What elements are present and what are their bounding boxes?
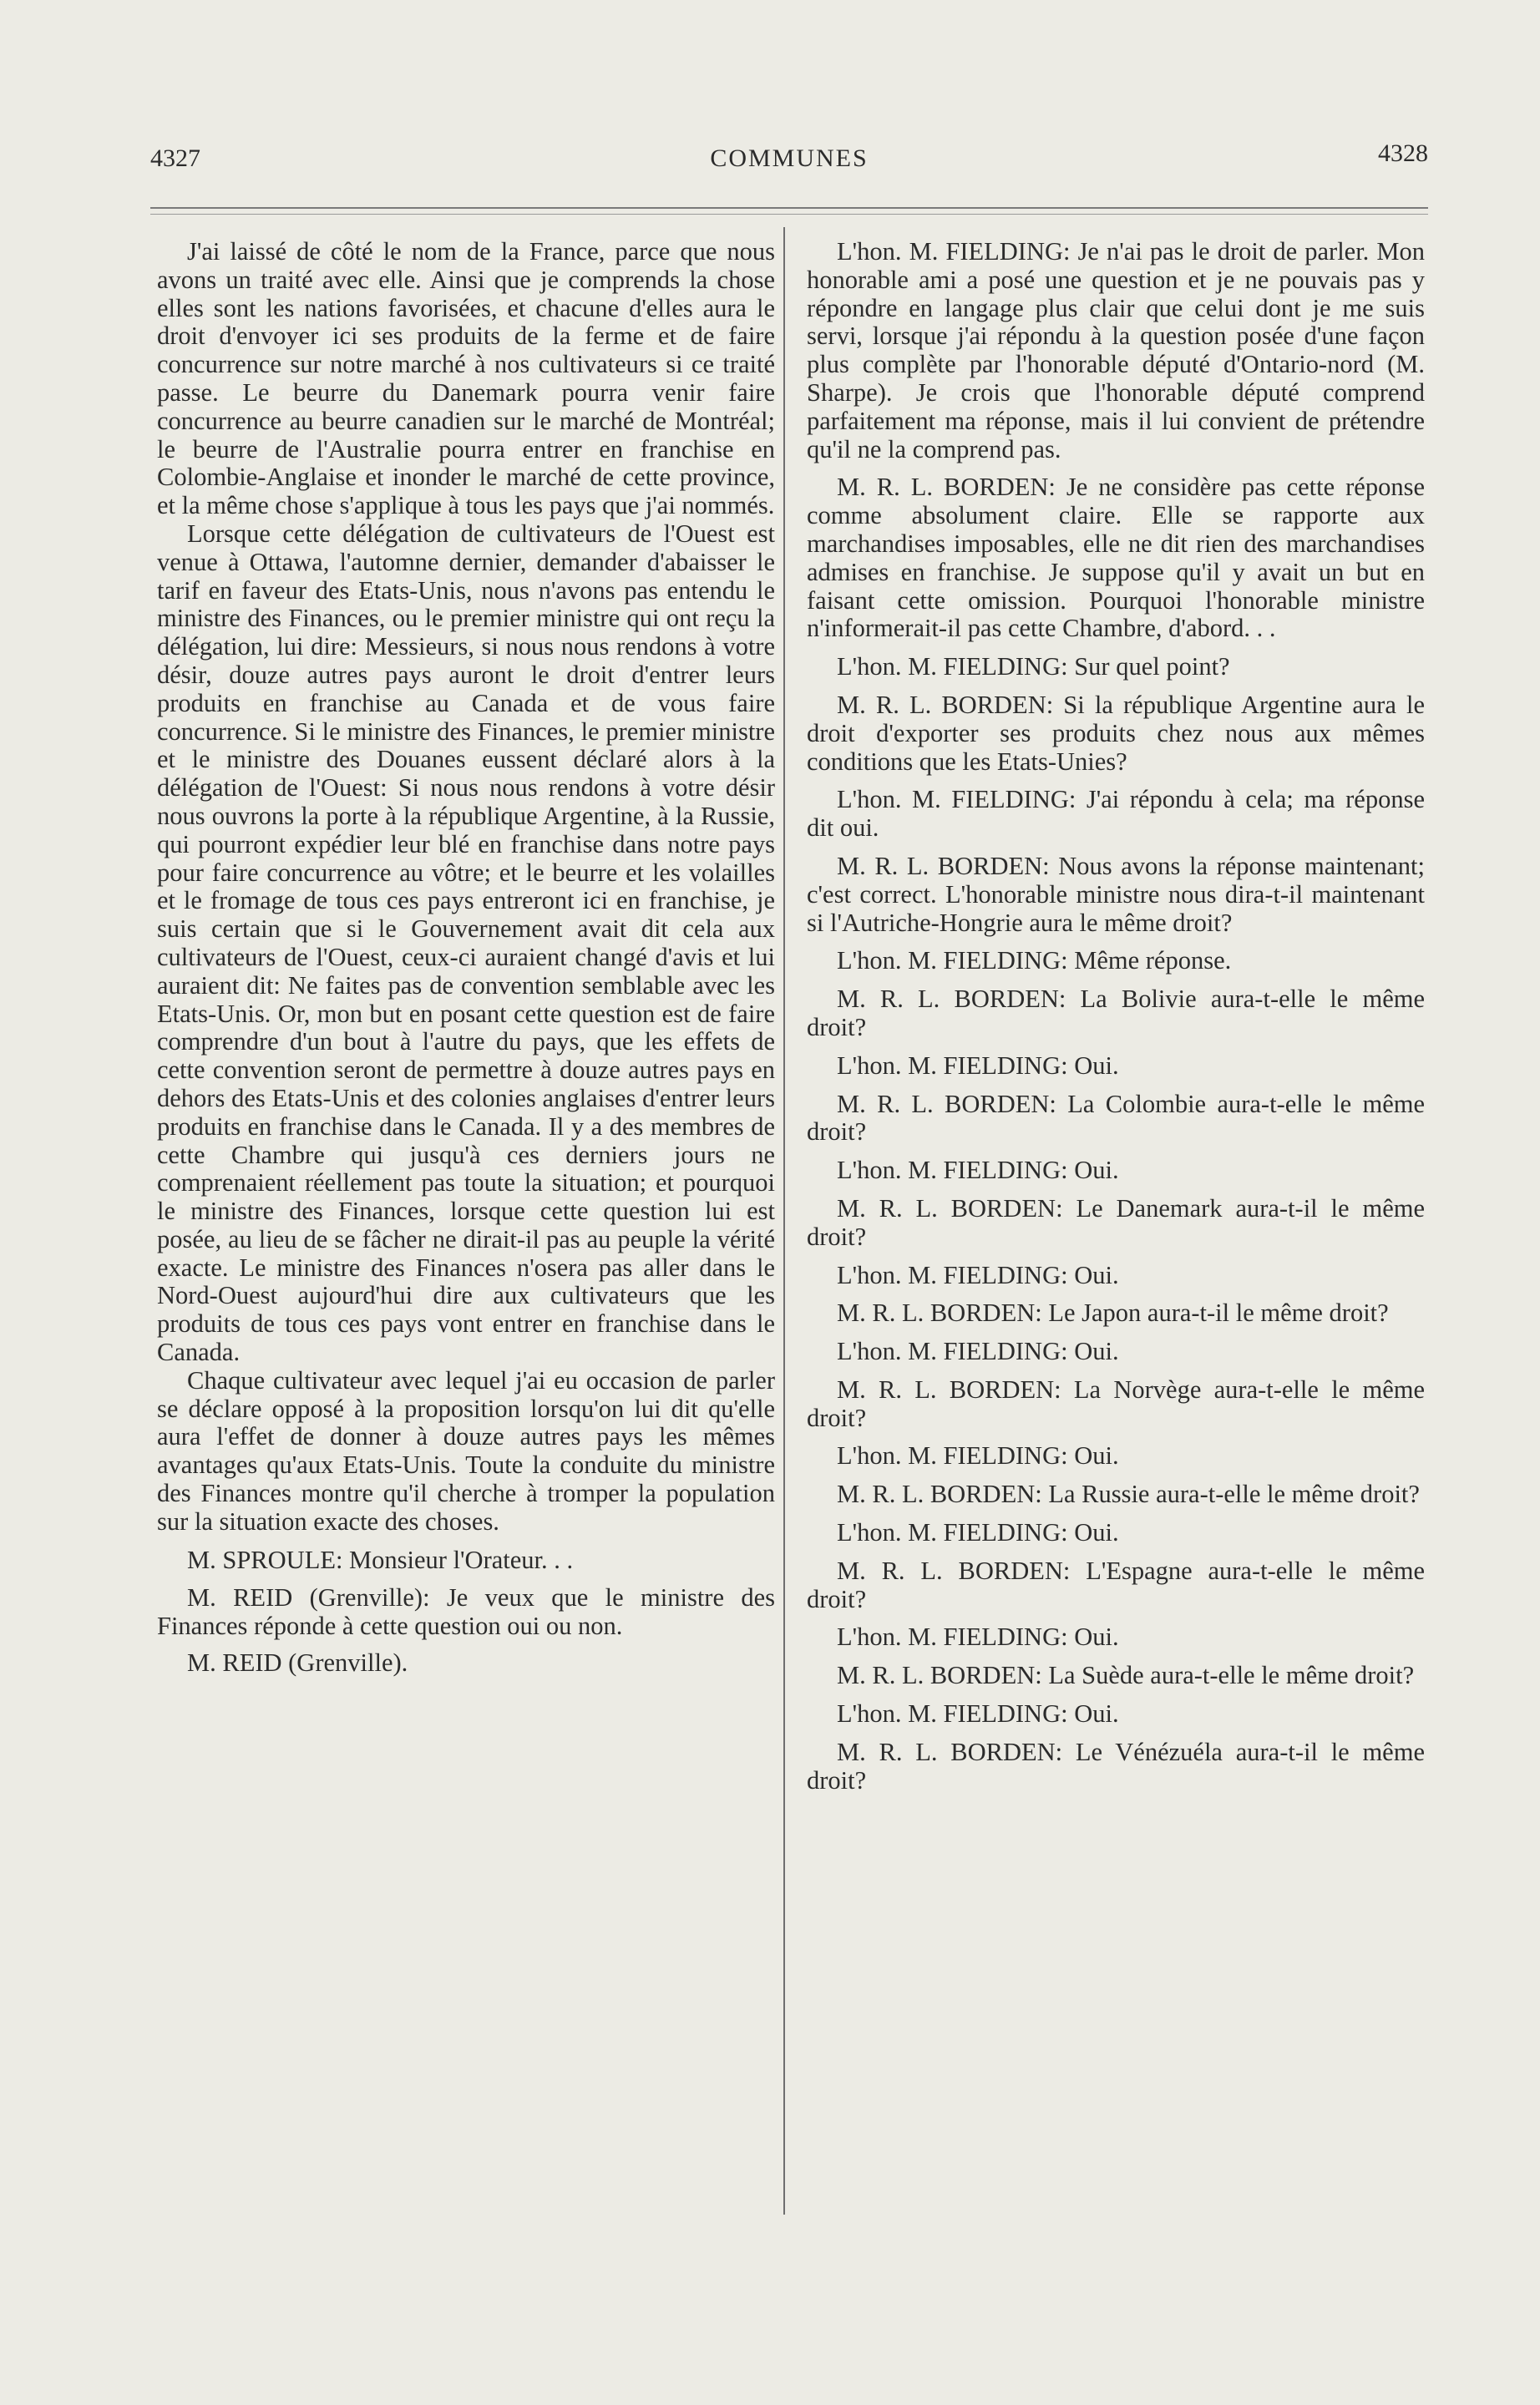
column-divider	[783, 227, 785, 2215]
speaker-paragraph: M. R. L. BORDEN: La Russie aura-t-elle le même droit?	[837, 1480, 1420, 1509]
speaker-paragraph: M. SPROULE: Monsieur l'Orateur. . .	[187, 1545, 574, 1574]
speaker-paragraph: L'hon. M. FIELDING: Oui.	[837, 1518, 1119, 1547]
right-column	[807, 238, 1425, 1795]
page-number-right: 4328	[1378, 139, 1428, 167]
page-number-left: 4327	[150, 144, 200, 172]
speaker-paragraph: L'hon. M. FIELDING: Oui.	[837, 1051, 1119, 1080]
speaker-paragraph: M. R. L. BORDEN: La Colombie aura-t-elle le même droit?	[807, 1089, 1425, 1147]
speaker-paragraph: M. R. L. BORDEN: La Norvège aura-t-elle le même droit?	[807, 1375, 1425, 1432]
speaker-paragraph: L'hon. M. FIELDING: Oui.	[837, 1156, 1119, 1185]
speaker-paragraph: L'hon. M. FIELDING: Oui.	[837, 1260, 1119, 1289]
speaker-paragraph: L'hon. M. FIELDING: J'ai répondu à cela; ma réponse dit oui.	[807, 785, 1425, 843]
page-header	[150, 138, 1428, 180]
left-column	[157, 238, 775, 1678]
speaker-paragraph: M. R. L. BORDEN: La Suède aura-t-elle le même droit?	[837, 1661, 1415, 1690]
header-rule-thin	[150, 214, 1428, 215]
speaker-paragraph: L'hon. M. FIELDING: Oui.	[837, 1441, 1119, 1471]
speaker-paragraph: L'hon. M. FIELDING: Je n'ai pas le droit de parler. Mon honorable ami a posé une question et je ne pouvais pas y répondre en langage plus clair que celui dont je me suis servi, lorsque j'ai répondu à la question posée d'une façon plus complète par l'honorable député d'Ontario-nord (M. Sharpe). Je crois que l'honorable député comprend parfaitement ma réponse, mais il lui convient de prétendre qu'il ne la comprend pas.	[807, 237, 1425, 463]
speaker-paragraph: M. REID (Grenville).	[187, 1648, 408, 1678]
speaker-paragraph: L'hon. M. FIELDING: Même réponse.	[837, 946, 1232, 975]
speaker-paragraph: M. REID (Grenville): Je veux que le ministre des Finances réponde à cette question oui ou non.	[157, 1583, 775, 1641]
paragraph: J'ai laissé de côté le nom de la France, parce que nous avons un traité avec elle. Ainsi que je comprends la chose elles sont les nations favorisées, et chacune d'elles aura le droit d'envoyer ici ses produits de la ferme et de faire concurrence sur notre marché à nos cultivateurs si ce traité passe. Le beurre du Danemark pourra venir faire concurrence au beurre canadien sur le marché de Montréal; le beurre de l'Australie pourra entrer en franchise en Colombie-Anglaise et inonder le marché de cette province, et la même chose s'applique à tous les pays que j'ai nommés.	[157, 237, 775, 520]
speaker-paragraph: M. R. L. BORDEN: Le Danemark aura-t-il le même droit?	[807, 1193, 1425, 1251]
speaker-paragraph: L'hon. M. FIELDING: Oui.	[837, 1623, 1119, 1652]
speaker-paragraph: M. R. L. BORDEN: Nous avons la réponse maintenant; c'est correct. L'honorable ministre nous dira-t-il maintenant si l'Autriche-Hongrie aura le même droit?	[807, 851, 1425, 937]
speaker-paragraph: M. R. L. BORDEN: L'Espagne aura-t-elle le même droit?	[807, 1556, 1425, 1613]
header-rule	[150, 207, 1428, 209]
speaker-paragraph: L'hon. M. FIELDING: Oui.	[837, 1699, 1119, 1729]
speaker-paragraph: M. R. L. BORDEN: Si la république Argentine aura le droit d'exporter ses produits chez nous aux mêmes conditions que les Etats-Unies?	[807, 690, 1425, 776]
paragraph: Chaque cultivateur avec lequel j'ai eu occasion de parler se déclare opposé à la proposition lorsqu'on lui dit qu'elle aura l'effet de donner à douze autres pays les mêmes avantages qu'aux Etats-Unis. Toute la conduite du ministre des Finances montre qu'il cherche à tromper la population sur la situation exacte des choses.	[157, 1365, 775, 1536]
speaker-paragraph: L'hon. M. FIELDING: Sur quel point?	[837, 652, 1230, 681]
speaker-paragraph: M. R. L. BORDEN: Le Japon aura-t-il le même droit?	[837, 1299, 1389, 1328]
running-head: COMMUNES	[710, 144, 869, 172]
speaker-paragraph: L'hon. M. FIELDING: Oui.	[837, 1337, 1119, 1366]
speaker-paragraph: M. R. L. BORDEN: Le Vénézuéla aura-t-il le même droit?	[807, 1737, 1425, 1795]
speaker-paragraph: M. R. L. BORDEN: La Bolivie aura-t-elle le même droit?	[807, 985, 1425, 1041]
paragraph: Lorsque cette délégation de cultivateurs de l'Ouest est venue à Ottawa, l'automne dernier, demander d'abaisser le tarif en faveur des Etats-Unis, nous n'avons pas entendu le ministre des Finances, ou le premier ministre qui ont reçu la délégation, lui dire: Messieurs, si nous nous rendons à votre désir, douze autres pays auront le droit d'entrer leurs produits en franchise au Canada et de vous faire concurrence. Si le ministre des Finances, le premier ministre et le ministre des Douanes eussent déclaré alors à la délégation de l'Ouest: Si nous nous rendons à votre désir nous ouvrons la porte à la république Argentine, à la Russie, qui pourront expédier leur blé en franchise dans notre pays pour faire concurrence au vôtre; et le beurre et les volailles et le fromage de tous ces pays entreront ici en franchise, je suis certain que si le Gouvernement avait dit cela aux cultivateurs de l'Ouest, ceux-ci auraient changé d'avis et lui auraient dit: Ne faites pas de convention semblable avec les Etats-Unis. Or, mon but en posant cette question est de faire comprendre d'un bout à l'autre du pays, que les effets de cette convention seront de permettre à douze autres pays en dehors des Etats-Unis et des colonies anglaises d'entrer leurs produits en franchise dans le Canada. Il y a des membres de cette Chambre qui jusqu'à ces derniers jours ne comprenaient réellement pas toute la situation; et pourquoi le ministre des Finances, lorsque cette question lui est posée, au lieu de se fâcher ne dirait-il pas au peuple la vérité exacte. Le ministre des Finances n'osera pas aller dans le Nord-Ouest aujourd'hui dire aux cultivateurs que les produits de tous ces pays vont entrer en franchise dans le Canada.	[157, 519, 775, 1367]
speaker-paragraph: M. R. L. BORDEN: Je ne considère pas cette réponse comme absolument claire. Elle se rapporte aux marchandises imposables, elle ne dit rien des marchandises admises en franchise. Je suppose qu'il y avait un but en faisant cette omission. Pourquoi l'honorable ministre n'informerait-il pas cette Chambre, d'abord. . .	[807, 473, 1425, 643]
